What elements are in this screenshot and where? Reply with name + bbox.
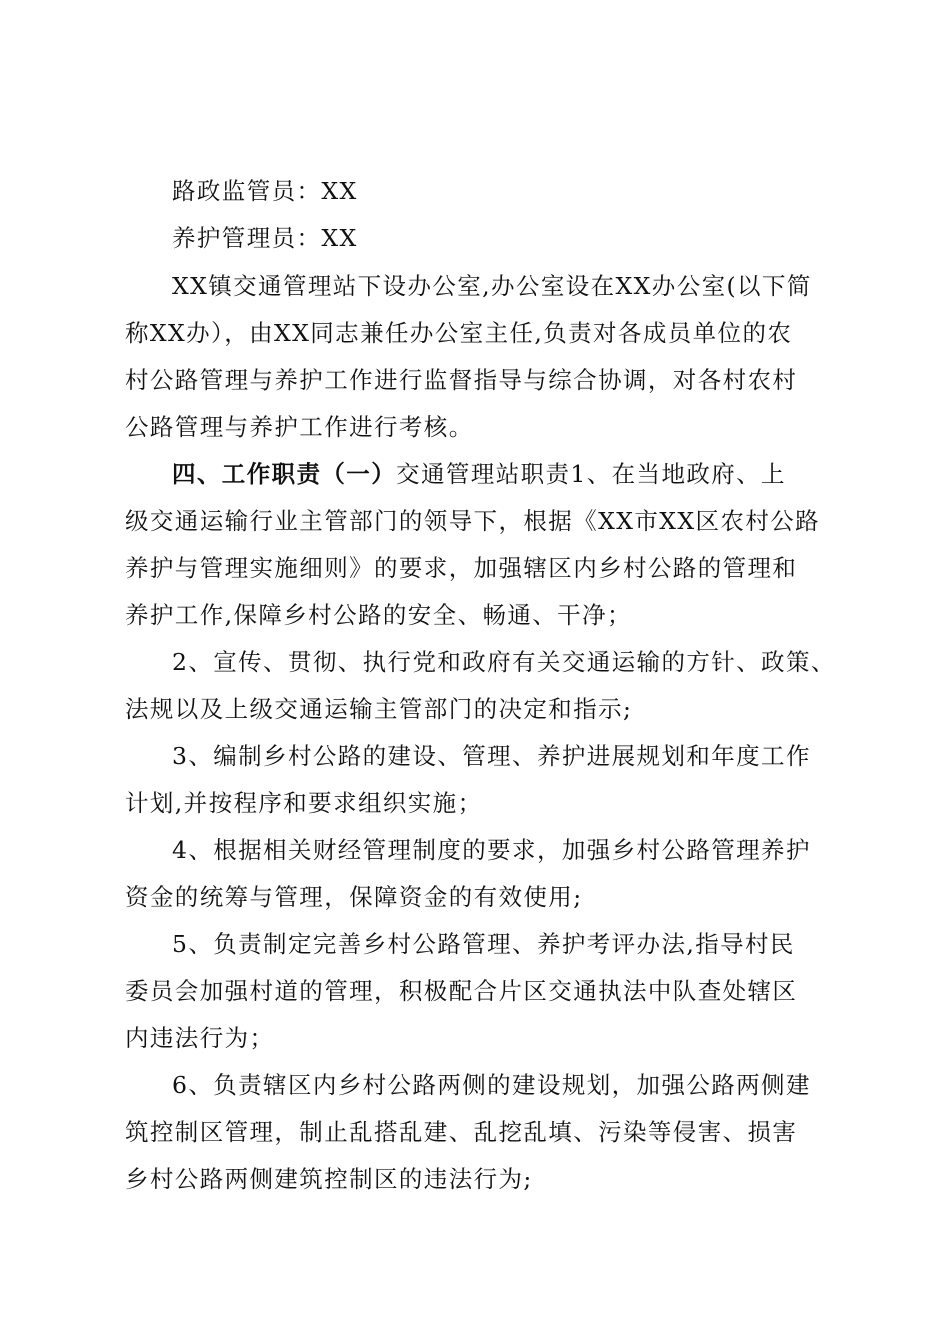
- text-line: 称XX办），由XX同志兼任办公室主任,负责对各成员单位的农: [125, 319, 793, 347]
- text-line: 5、负责制定完善乡村公路管理、养护考评办法,指导村民: [172, 930, 795, 958]
- text-line: 乡村公路两侧建筑控制区的违法行为;: [125, 1165, 533, 1193]
- text-line: 公路管理与养护工作进行考核。: [125, 413, 474, 441]
- section-heading: 四、工作职责（一）: [172, 460, 397, 488]
- text-line: 养护工作,保障乡村公路的安全、畅通、干净；: [125, 601, 632, 629]
- text-line: 委员会加强村道的管理，积极配合片区交通执法中队查处辖区: [125, 977, 798, 1005]
- text-line: 资金的统筹与管理，保障资金的有效使用;: [125, 883, 583, 911]
- text-line: 6、负责辖区内乡村公路两侧的建设规划，加强公路两侧建: [172, 1071, 811, 1099]
- text-line: 养护管理员：XX: [172, 224, 358, 252]
- text-line: 养护与管理实施细则》的要求，加强辖区内乡村公路的管理和: [125, 554, 798, 582]
- text-line: 2、宣传、贯彻、执行党和政府有关交通运输的方针、政策、: [172, 648, 836, 676]
- text-line: 筑控制区管理，制止乱搭乱建、乱挖乱填、污染等侵害、损害: [125, 1118, 798, 1146]
- section-heading-line: [172, 459, 892, 489]
- text-line: 村公路管理与养护工作进行监督指导与综合协调，对各村农村: [125, 366, 798, 394]
- text-line: 路政监管员：XX: [172, 177, 358, 205]
- text-line: 内违法行为；: [125, 1024, 275, 1052]
- section-heading-text: 交通管理站职责1、在当地政府、上: [396, 460, 786, 488]
- text-line: 计划,并按程序和要求组织实施；: [125, 789, 483, 817]
- text-line: 4、根据相关财经管理制度的要求，加强乡村公路管理养护: [172, 836, 811, 864]
- text-line: 级交通运输行业主管部门的领导下，根据《XX市XX区农村公路: [125, 507, 821, 535]
- text-line: XX镇交通管理站下设办公室,办公室设在XX办公室(以下简: [172, 272, 812, 300]
- text-line: 法规以及上级交通运输主管部门的决定和指示;: [125, 695, 633, 723]
- text-line: 3、编制乡村公路的建设、管理、养护进展规划和年度工作: [172, 742, 811, 770]
